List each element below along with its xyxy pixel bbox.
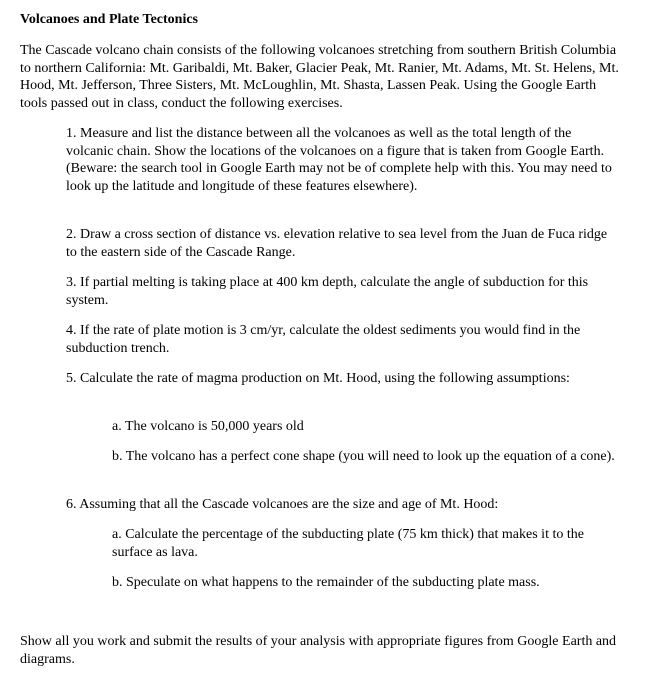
- exercise-5: 5. Calculate the rate of magma production on Mt. Hood, using the following assumptions:: [66, 371, 570, 386]
- exercise-5-part-a: a. The volcano is 50,000 years old: [112, 419, 304, 434]
- exercise-6-part-b: b. Speculate on what happens to the remainder of the subducting plate mass.: [112, 575, 540, 590]
- exercise-6: 6. Assuming that all the Cascade volcanoes are the size and age of Mt. Hood:: [66, 497, 499, 512]
- exercise-4: 4. If the rate of plate motion is 3 cm/yr, calculate the oldest sediments you would find in the subduction trench.: [66, 323, 581, 356]
- document-title: Volcanoes and Plate Tectonics: [20, 12, 198, 27]
- exercise-3: 3. If partial melting is taking place at 400 km depth, calculate the angle of subduction for this system.: [66, 275, 589, 308]
- intro-paragraph: The Cascade volcano chain consists of the following volcanoes stretching from southern British Columbia to northern California: Mt. Garibaldi, Mt. Baker, Glacier Peak, Mt. Ranier, Mt. Adams, Mt. St. Helens, Mt. Hood, Mt. Jefferson, Three Sisters, Mt. McLoughlin, Mt. Shasta, Lassen Peak. Using the Google Earth tools passed out in class, conduct the following exercises.: [20, 43, 619, 111]
- exercise-6-part-a: a. Calculate the percentage of the subducting plate (75 km thick) that makes it to the surface as lava.: [112, 527, 584, 560]
- exercise-2: 2. Draw a cross section of distance vs. elevation relative to sea level from the Juan de Fuca ridge to the eastern side of the Cascade Range.: [66, 227, 608, 260]
- exercise-5-part-b: b. The volcano has a perfect cone shape (you will need to look up the equation of a cone).: [112, 449, 615, 464]
- closing-instructions: Show all you work and submit the results of your analysis with appropriate figures from Google Earth and diagrams.: [20, 634, 617, 667]
- exercise-1: 1. Measure and list the distance between all the volcanoes as well as the total length of the volcanic chain. Show the locations of the volcanoes on a figure that is taken from Google Earth. (Beware: the search tool in Google Earth may not be of complete help with this. You may need to look up the latitude and longitude of these features elsewhere).: [66, 126, 612, 194]
